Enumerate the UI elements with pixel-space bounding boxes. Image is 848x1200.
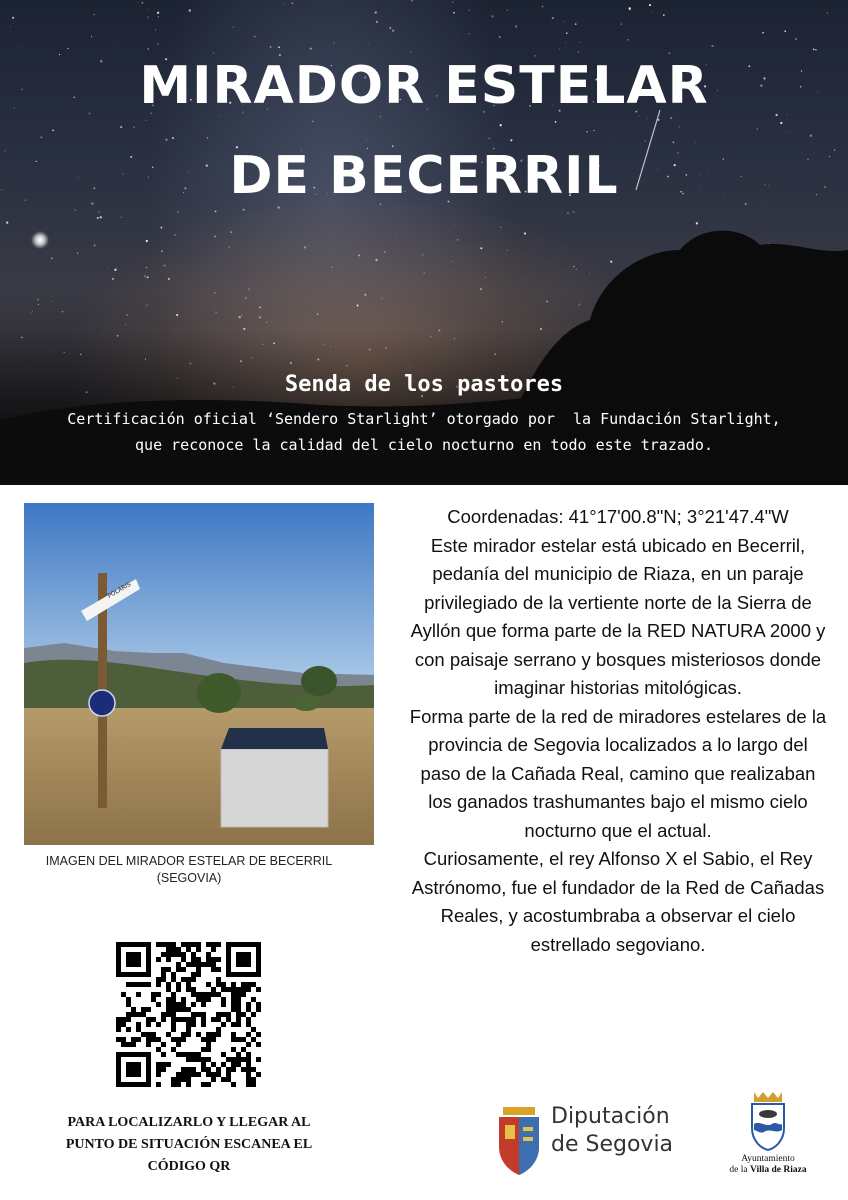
riaza-name xyxy=(718,1154,818,1176)
qr-code[interactable] xyxy=(116,942,261,1087)
riaza-villa-name: Villa de Riaza xyxy=(749,1165,807,1175)
description-paragraph-3: Curiosamente, el rey Alfonso X el Sabio, el Rey Astrónomo, fue el fundador de la Red de Cañadas Reales, y acostumbraba a observar el cielo estrellado segoviano. xyxy=(411,848,825,955)
description-paragraph-1: Este mirador estelar está ubicado en Becerril, pedanía del municipio de Riaza, en un paraje privilegiado de la vertiente norte de la Sierra de Ayllón que forma parte de la RED NATURA 2000 y con paisaje serrano y bosques misteriosos donde imaginar historias mitológicas. xyxy=(410,534,826,698)
title-line-2: DE BECERRIL xyxy=(229,146,619,206)
mirador-photo xyxy=(24,503,374,845)
riaza-logo xyxy=(718,1090,818,1180)
planet xyxy=(31,231,49,249)
diputacion-logo xyxy=(493,1103,683,1178)
riaza-shield-icon xyxy=(746,1090,790,1152)
photo-caption: IMAGEN DEL MIRADOR ESTELAR DE BECERRIL (SEGOVIA) xyxy=(45,854,333,885)
subtitle: Senda de los pastores xyxy=(284,372,564,397)
certification-text xyxy=(14,406,834,458)
sign-text: POLARIS xyxy=(106,580,133,600)
hero-banner xyxy=(0,0,848,485)
diputacion-name xyxy=(551,1103,673,1159)
qr-instruction: PARA LOCALIZARLO Y LLEGAR AL PUNTO DE SITUACIÓN ESCANEA EL CÓDIGO QR xyxy=(65,1115,313,1174)
title-line-1: MIRADOR ESTELAR xyxy=(139,56,709,116)
coordinates: Coordenadas: 41°17'00.8"N; 3°21'47.4"W xyxy=(447,506,789,527)
certification-line-1: Certificación oficial ‘Sendero Starlight’ otorgado por la Fundación Starlight, xyxy=(67,410,781,428)
certification-line-2: que reconoce la calidad del cielo nocturno en todo este trazado. xyxy=(135,436,713,454)
description-block xyxy=(408,503,828,959)
diputacion-line-1: Diputación xyxy=(551,1104,670,1129)
description-paragraph-2: Forma parte de la red de miradores estelares de la provincia de Segovia localizados a lo largo del paso de la Cañada Real, camino que realizaban los ganados trashumantes bajo el mismo cielo nocturno que el actual. xyxy=(409,705,827,841)
diputacion-line-2: de Segovia xyxy=(551,1132,674,1157)
riaza-prefix: de la xyxy=(729,1165,750,1175)
riaza-line-1: Ayuntamiento xyxy=(741,1154,795,1164)
segovia-shield-icon xyxy=(493,1103,545,1178)
riaza-line-2 xyxy=(718,1165,818,1176)
